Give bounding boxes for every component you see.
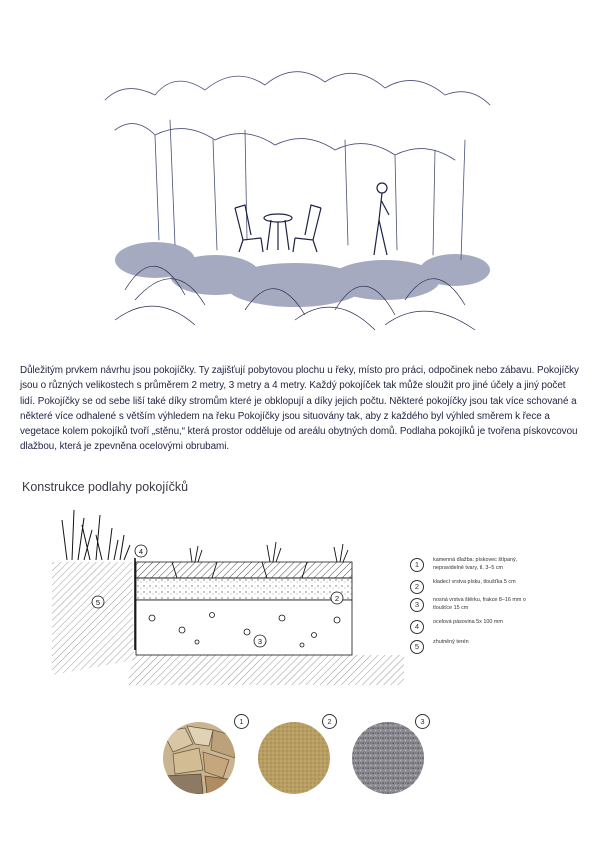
legend-item [410, 618, 543, 634]
callout-4: 4 [138, 547, 144, 556]
garden-room-sketch [95, 40, 500, 340]
swatch-number: 2 [322, 714, 337, 729]
gravel-swatch [352, 722, 424, 794]
section-title: Konstrukce podlahy pokojíčků [22, 480, 189, 494]
legend-text: nosná vrstva štěrku, frakce 8–16 mm o tloušťce 15 cm [433, 597, 526, 612]
legend-number: 4 [410, 620, 424, 634]
legend-item [410, 638, 543, 654]
legend-text: zhutněný terén [433, 639, 469, 645]
legend-text: ocelová pásovina 5x 100 mm [433, 619, 503, 625]
legend-number: 3 [410, 598, 424, 612]
sand-swatch [258, 722, 330, 794]
legend-number: 5 [410, 640, 424, 654]
callout-3: 3 [257, 637, 263, 646]
legend-item [410, 578, 543, 594]
sandstone-swatch [163, 722, 235, 794]
swatch-number: 3 [415, 714, 430, 729]
legend-text: kamenná dlažba: pískovec štípaný, nepravidelné tvary, tl. 3–5 cm [433, 557, 518, 572]
floor-construction-section [52, 500, 404, 692]
callout-5: 5 [95, 598, 101, 607]
swatch-number: 1 [234, 714, 249, 729]
legend-text: kladecí vrstva písku, tloušťka 5 cm [433, 579, 516, 585]
callout-2: 2 [334, 594, 340, 603]
design-description: Důležitým prvkem návrhu jsou pokojíčky. Ty zajišťují pobytovou plochu u řeky, místo pro práci, odpočinek nebo zábavu. Pokojíčky jsou o různých velikostech s průměrem 2 metry, 3 metry a 4 metry. Každý pokojíček tak může sloužit pro jiné účely a jiný počet lidí. Pokojíčky se od sebe liší také díky stromům které je obklopují a díky jejich počtu. Některé pokojíčky jsou tak více schované a některé více odhalené s větším výhledem na řeku Pokojíčky jsou situovány tak, aby z každého byl výhled směrem k řece a vegetace kolem pokojíků tvoří „stěnu,“ která prostor odděluje od areálu obytných domů. Podlaha pokojíků je tvořena pískovcovou dlažbou, která je zpevněna ocelovými obrubami. [20, 365, 579, 453]
legend-number: 1 [410, 558, 424, 572]
legend-item [410, 556, 543, 572]
legend-number: 2 [410, 580, 424, 594]
legend-item [410, 596, 543, 612]
